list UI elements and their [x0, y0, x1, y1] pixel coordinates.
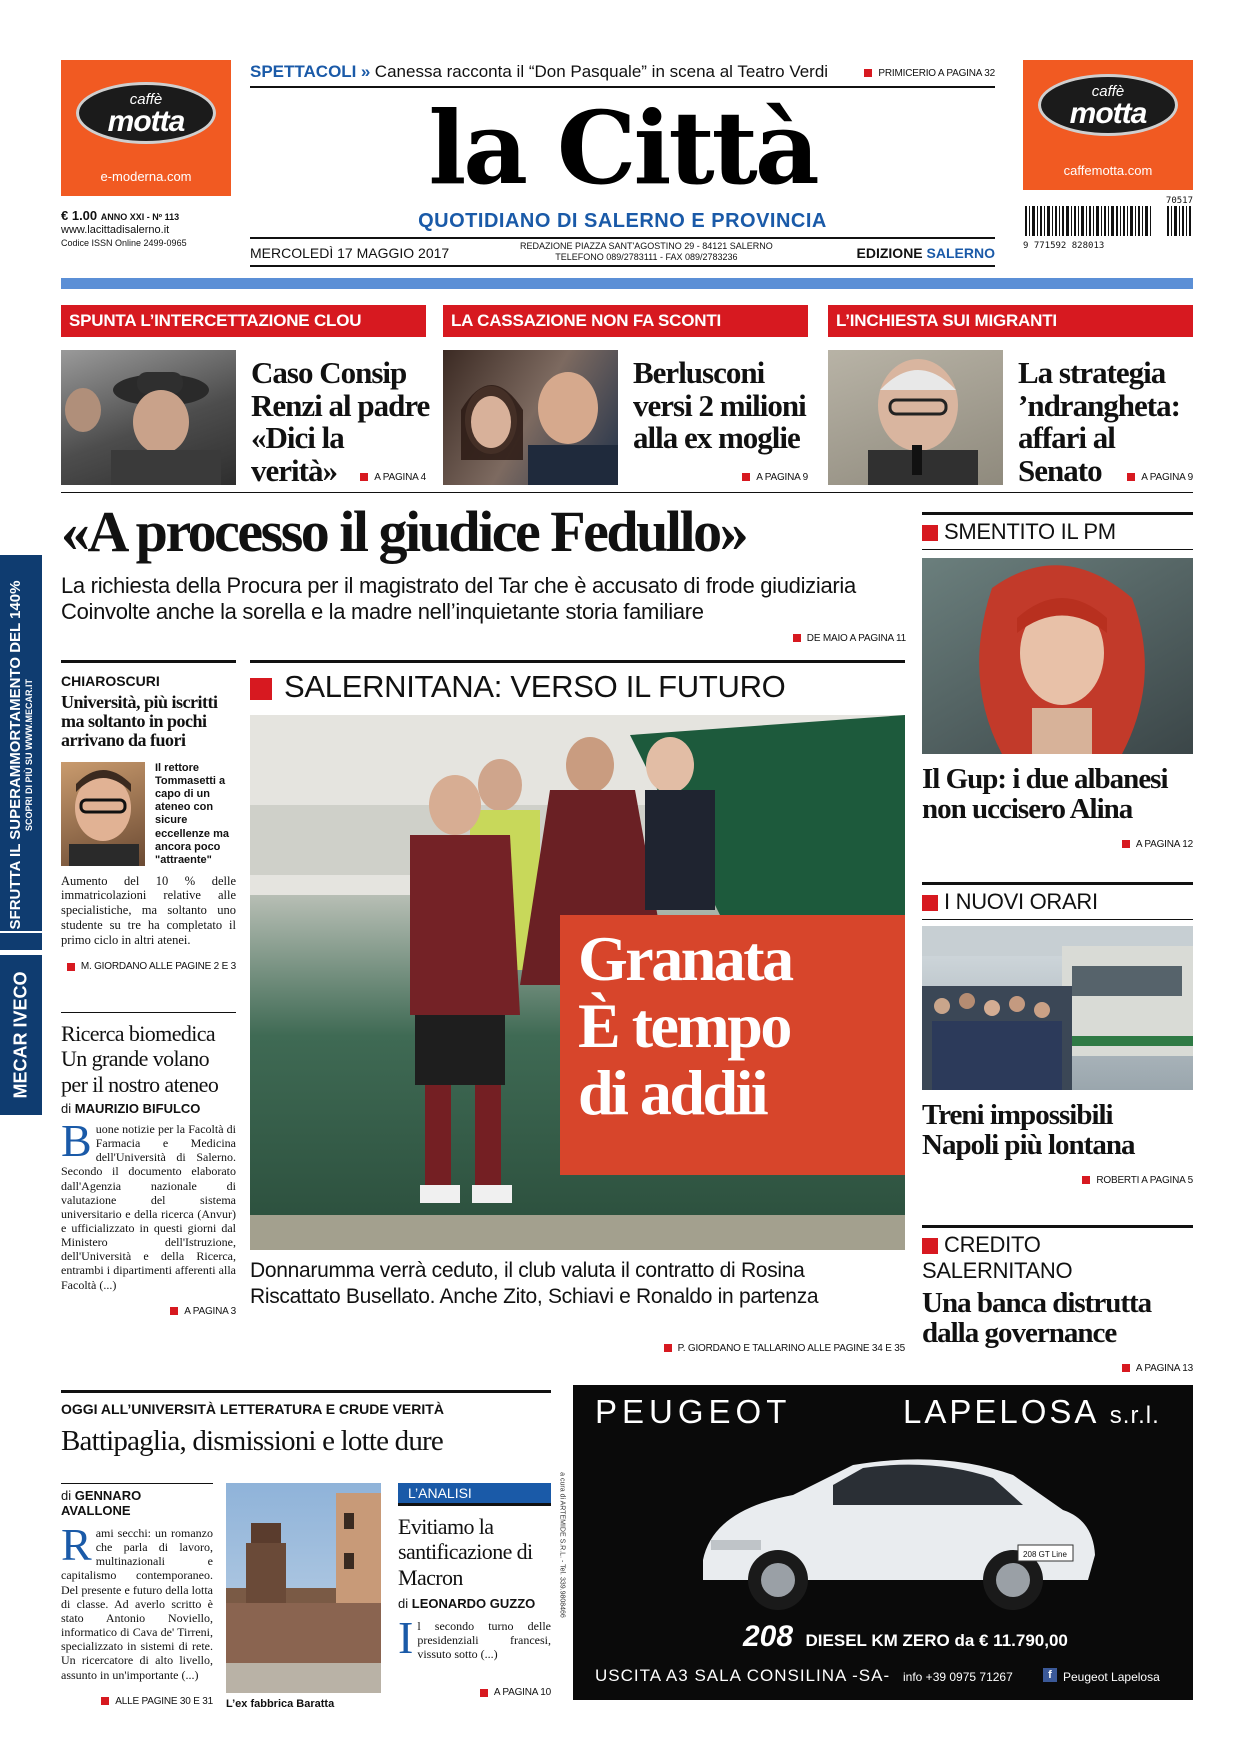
red-square-icon [480, 1689, 488, 1697]
overlay-line-3: di addii [578, 1057, 767, 1129]
newspaper-title: la Città [428, 89, 817, 207]
motta-brand-text: motta [107, 105, 185, 138]
side-ad-mecar[interactable] [0, 555, 42, 950]
top-story-title: Berlusconi versi 2 milioni alla ex moglie [633, 355, 806, 456]
photo-rettore [61, 762, 145, 866]
ad-credit: a cura di ARTEMIDE S.R.L. - Tel. 339.9808466 [558, 1472, 566, 1618]
barcode-number: 9 771592 828013 [1023, 241, 1105, 251]
byline-prefix: di [398, 1595, 409, 1611]
side-ad-url: SCOPRI DI PIÙ SU WWW.MECAR.IT [24, 679, 35, 832]
red-square-icon [360, 473, 368, 481]
motta-url: e-moderna.com [100, 169, 192, 184]
page-ref: A PAGINA 4 [374, 472, 426, 483]
drop-cap: R [61, 1519, 92, 1570]
right-kicker: I NUOVI ORARI [944, 889, 1098, 914]
drop-cap: I [398, 1611, 414, 1663]
teaser-strip[interactable] [250, 62, 995, 88]
byline-author: GENNARO AVALLONE [61, 1488, 142, 1518]
price: € 1.00 [61, 208, 98, 223]
top-story-consip[interactable] [61, 305, 430, 488]
right-story-treni[interactable] [922, 882, 1193, 1186]
barcode-top-digits: 70517 [1165, 196, 1193, 206]
page-ref: A PAGINA 9 [756, 472, 808, 483]
page-ref: A PAGINA 9 [1141, 472, 1193, 483]
newspaper-subtitle: QUOTIDIANO DI SALERNO E PROVINCIA [418, 210, 827, 232]
battipaglia-kicker: OGGI ALL’UNIVERSITÀ LETTERATURA E CRUDE VERITÀ [61, 1401, 444, 1417]
ad-address: USCITA A3 SALA CONSILINA -SA- [595, 1666, 891, 1685]
right-title: Una banca distrutta dalla governance [922, 1287, 1152, 1350]
motta-logo [1038, 74, 1178, 136]
red-square-icon [742, 473, 750, 481]
car-image [683, 1440, 1103, 1615]
chiaroscuri-label: CHIAROSCURI [61, 673, 160, 689]
chiaroscuri-box[interactable] [61, 660, 236, 972]
motta-small-text: caffè [129, 91, 163, 108]
masthead-band [61, 278, 1193, 289]
motta-logo [76, 82, 216, 144]
date: MERCOLEDÌ 17 MAGGIO 2017 [250, 245, 450, 261]
red-square-icon [1127, 473, 1135, 481]
ad-dealer: LAPELOSA [903, 1393, 1098, 1430]
page-ref: ROBERTI A PAGINA 5 [1096, 1174, 1193, 1186]
page-ref: A PAGINA 10 [493, 1687, 551, 1699]
salernitana-kicker: SALERNITANA: VERSO IL FUTURO [284, 669, 786, 704]
battipaglia-body[interactable] [61, 1483, 213, 1707]
red-square-icon [664, 1344, 672, 1352]
side-ad-brand-text: MECAR IVECO [10, 971, 31, 1099]
ricerca-body: uone notizie per la Facoltà di Farmacia e Medicina dell'Università di Salerno. Secondo il documento elaborato dall'Agenzia nazionale di valutazione del sistema universitario e della ricerca (Anvur) e ufficializzato in questi giorni dal Ministero dell'Istruzione, dell'Università e della Ricerca, entrambi i dipartimenti afferenti alla Facoltà (...) [61, 1121, 236, 1292]
byline-prefix: di [61, 1100, 72, 1116]
page-ref: A PAGINA 12 [1135, 838, 1193, 850]
byline-prefix: di [61, 1488, 72, 1503]
motta-url: caffemotta.com [1063, 163, 1153, 178]
page-ref: A PAGINA 3 [184, 1305, 236, 1317]
issue-number: ANNO XXI - Nº 113 [100, 212, 180, 222]
redazione-phone: TELEFONO 089/2783111 - FAX 089/2783236 [555, 251, 738, 262]
top-story-bar: SPUNTA L’INTERCETTAZIONE CLOU [61, 305, 426, 337]
drop-cap: B [61, 1114, 92, 1166]
photo-alina [922, 558, 1193, 754]
battipaglia-article[interactable] [61, 1390, 551, 1458]
top-story-bar: L’INCHIESTA SUI MIGRANTI [828, 305, 1193, 337]
motta-brand-text: motta [1069, 97, 1147, 130]
barcode [1023, 196, 1193, 254]
photo-tiziano-renzi [61, 350, 236, 485]
facebook-icon[interactable]: f [1043, 1668, 1057, 1682]
red-square-icon [864, 69, 872, 77]
page-ref: M. GIORDANO ALLE PAGINE 2 E 3 [80, 961, 236, 973]
right-title: Treni impossibili Napoli più lontana [922, 1099, 1135, 1162]
red-square-icon [922, 525, 938, 541]
red-square-icon [1122, 840, 1130, 848]
overlay-line-1: Granata [578, 923, 792, 994]
issn: Codice ISSN Online 2499-0965 [61, 238, 187, 248]
barcode-icon [1023, 206, 1193, 236]
side-ad-headline: SFRUTTA IL SUPERAMMORTAMENTO DEL 140% [7, 580, 25, 930]
analisi-label: L’ANALISI [398, 1483, 551, 1506]
issue-info [61, 208, 187, 249]
salernitana-sub-2: Riscattato Busellato. Anche Zito, Schiavi e Ronaldo in partenza [250, 1285, 819, 1309]
ad-offer: DIESEL KM ZERO da € 11.790,00 [805, 1631, 1068, 1650]
photo-caption: L’ex fabbrica Baratta [226, 1698, 335, 1710]
byline-author: LEONARDO GUZZO [411, 1595, 536, 1611]
red-square-icon [250, 678, 272, 700]
red-square-icon [101, 1697, 109, 1705]
chiaroscuri-body: Aumento del 10 % delle immatricolazioni relative alle specialistiche, ma soltanto uno studente su tre ha completato il primo ciclo in altri atenei. [61, 873, 236, 947]
teaser-chevron-icon: » [360, 62, 371, 81]
top-story-ndrangheta[interactable] [828, 305, 1193, 488]
analisi-article[interactable] [398, 1483, 551, 1698]
dateline [250, 237, 995, 267]
page-ref: A PAGINA 13 [1135, 1362, 1193, 1374]
photo-berlusconi-lario [443, 350, 618, 485]
ricerca-title: Ricerca biomedica Un grande volano per il nostro ateneo [61, 1021, 219, 1097]
right-story-alina[interactable] [922, 512, 1193, 850]
analisi-body: l secondo turno delle presidenziali francesi, vissuto sotto (...) [417, 1618, 551, 1662]
lead-headline: «A processo il giudice Fedullo» [61, 499, 747, 564]
salernitana-sub-1: Donnarumma verrà ceduto, il club valuta il contratto di Rosina [250, 1259, 805, 1282]
ad-dealer-suffix: s.r.l. [1109, 1402, 1160, 1429]
photo-ex-fabbrica [226, 1483, 381, 1693]
page-ref: ALLE PAGINE 30 E 31 [115, 1695, 213, 1707]
ad-facebook: Peugeot Lapelosa [1063, 1670, 1160, 1684]
ad-caffe-motta-left[interactable] [61, 60, 231, 196]
red-square-icon [922, 1238, 938, 1254]
red-square-icon [170, 1307, 178, 1315]
ad-peugeot-lapelosa[interactable] [573, 1385, 1193, 1700]
motta-small-text: caffè [1091, 83, 1125, 100]
edition-label: EDIZIONE [856, 245, 923, 261]
ad-model: 208 [743, 1620, 794, 1653]
photo-treni [922, 926, 1193, 1090]
teaser-text: Canessa racconta il “Don Pasquale” in scena al Teatro Verdi [374, 62, 829, 81]
red-square-icon [67, 963, 75, 971]
ad-info: info +39 0975 71267 [903, 1670, 1013, 1684]
red-square-icon [922, 895, 938, 911]
side-ad-brand[interactable] [0, 955, 42, 1115]
chiaroscuri-title: Università, più iscritti ma soltanto in pochi arrivano da fuori [61, 692, 218, 750]
teaser-label: SPETTACOLI [250, 62, 357, 81]
top-story-title: La strategia ’ndrangheta: affari al Senato [1018, 355, 1180, 488]
right-story-banca[interactable] [922, 1225, 1193, 1374]
ad-brand: PEUGEOT [595, 1393, 792, 1430]
battipaglia-title: Battipaglia, dismissioni e lotte dure [61, 1425, 443, 1457]
photo-speaker [828, 350, 1003, 485]
salernitana-story[interactable] [250, 660, 905, 1360]
ad-caffe-motta-right[interactable] [1023, 60, 1193, 190]
salernitana-overlay [560, 915, 905, 1175]
byline-author: MAURIZIO BIFULCO [74, 1100, 201, 1116]
lead-subhead-2: Coinvolte anche la sorella e la madre nell’inquietante storia familiare [61, 598, 704, 624]
overlay-line-2: È tempo [578, 990, 790, 1061]
redazione-address: REDAZIONE PIAZZA SANT'AGOSTINO 29 - 84121 SALERNO [520, 241, 773, 251]
site-url[interactable]: www.lacittadisalerno.it [61, 224, 170, 237]
ricerca-article[interactable] [61, 1012, 236, 1317]
analisi-title: Evitiamo la santificazione di Macron [398, 1514, 533, 1590]
page-ref: P. GIORDANO E TALLARINO ALLE PAGINE 34 E 35 [677, 1343, 905, 1354]
top-story-title: Caso Consip Renzi al padre «Dici la verità» [251, 355, 430, 488]
red-square-icon [1122, 1364, 1130, 1372]
top-story-bar: LA CASSAZIONE NON FA SCONTI [443, 305, 808, 337]
page-ref: DE MAIO A PAGINA 11 [806, 633, 906, 644]
top-story-berlusconi[interactable] [443, 305, 808, 485]
right-kicker: CREDITO SALERNITANO [922, 1232, 1073, 1283]
right-kicker: SMENTITO IL PM [944, 519, 1116, 544]
lead-story[interactable] [61, 499, 906, 652]
red-square-icon [1082, 1176, 1090, 1184]
car-plate: 208 GT Line [1023, 1550, 1067, 1559]
teaser-ref: PRIMICERIO A PAGINA 32 [878, 68, 995, 79]
battipaglia-body-text: ami secchi: un romanzo che parla di lavoro, multinazionali e capitalismo contemporaneo. Del presente e futuro della lotta di classe. Ad averlo scritto è stato Antonio Noviello, informatico di Cava de' Tirreni, specializzato in sistemi di rete. Un ricercatore di alto livello, assunto in un'importante (...) [61, 1526, 213, 1682]
divider [61, 492, 1193, 493]
photo-caption: Il rettore Tommasetti a capo di un ateneo con sicure eccellenze ma ancora poco "attraente" [155, 761, 229, 866]
lead-subhead-1: La richiesta della Procura per il magistrato del Tar che è accusato di frode giudiziaria [61, 572, 856, 598]
red-square-icon [793, 634, 801, 642]
right-title: Il Gup: i due albanesi non uccisero Alina [922, 763, 1168, 826]
edition-city: SALERNO [926, 245, 995, 261]
